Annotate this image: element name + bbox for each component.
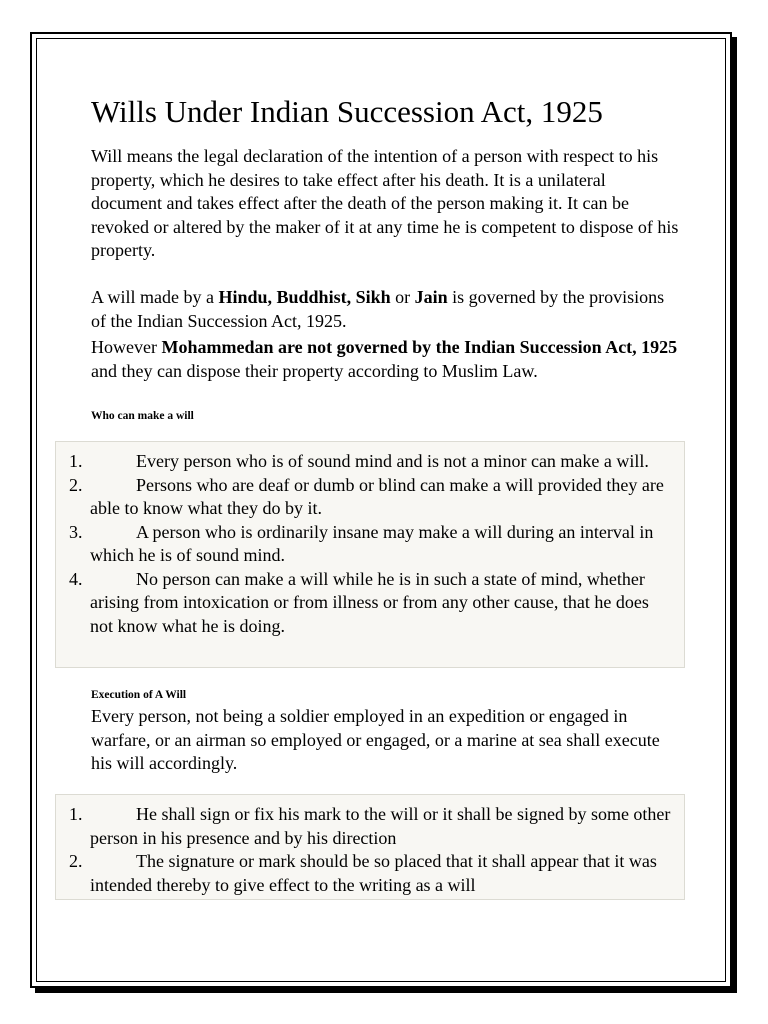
execution-heading: Execution of A Will <box>91 689 187 701</box>
list-number: 1. <box>69 804 83 824</box>
list-item <box>56 521 684 568</box>
who-list <box>56 450 684 638</box>
list-number: 3. <box>69 521 83 542</box>
governed-religions: Hindu, Buddhist, Sikh <box>218 287 391 307</box>
who-list-box <box>55 441 685 668</box>
list-item <box>56 803 684 850</box>
list-number: 2. <box>69 851 83 871</box>
governed-paragraph <box>91 286 681 333</box>
execution-list <box>56 803 684 897</box>
list-text: The signature or mark should be so placed that it shall appear that it was intended thereby to give effect to the writing as a will <box>90 851 657 895</box>
however-paragraph <box>91 336 681 383</box>
governed-text-1: A will made by a <box>91 287 219 307</box>
who-heading: Who can make a will <box>91 410 194 422</box>
list-number: 4. <box>69 568 83 589</box>
governed-text-2: or <box>390 287 415 307</box>
list-text: Every person who is of sound mind and is not a minor can make a will. <box>136 451 649 471</box>
however-text-2: and they can dispose their property according to Muslim Law. <box>91 360 538 381</box>
however-bold: Mohammedan are not governed by the Indian Succession Act, 1925 <box>161 337 678 357</box>
list-text: Persons who are deaf or dumb or blind can make a will provided they are able to know what they do by it. <box>90 474 664 518</box>
list-text: A person who is ordinarily insane may make a will during an interval in which he is of sound mind. <box>90 521 654 565</box>
list-text: No person can make a will while he is in such a state of mind, whether arising from intoxication or from illness or from any other cause, that he does not know what he is doing. <box>90 568 649 636</box>
however-text-1: However <box>91 337 162 357</box>
execution-intro: Every person, not being a soldier employed in an expedition or engaged in warfare, or an airman so employed or engaged, or a marine at sea shall execute his will accordingly. <box>91 706 660 773</box>
list-item <box>56 568 684 639</box>
intro-paragraph: Will means the legal declaration of the intention of a person with respect to his property, which he desires to take effect after his death. It is a unilateral document and takes effect after the death of the person making it. It can be revoked or altered by the maker of it at any time he is competent to dispose of his property. <box>91 146 679 260</box>
list-item <box>56 450 684 474</box>
governed-text-3: is governed by the provisions of the Indian Succession Act, 1925. <box>91 287 665 331</box>
list-text: He shall sign or fix his mark to the will or it shall be signed by some other person in his presence and by his direction <box>90 804 671 848</box>
list-number: 1. <box>69 451 83 471</box>
governed-jain: Jain <box>414 287 448 307</box>
execution-list-box <box>55 794 685 900</box>
list-item <box>56 474 684 521</box>
document-title: Wills Under Indian Succession Act, 1925 <box>91 94 603 129</box>
list-item <box>56 850 684 897</box>
list-number: 2. <box>69 474 83 495</box>
